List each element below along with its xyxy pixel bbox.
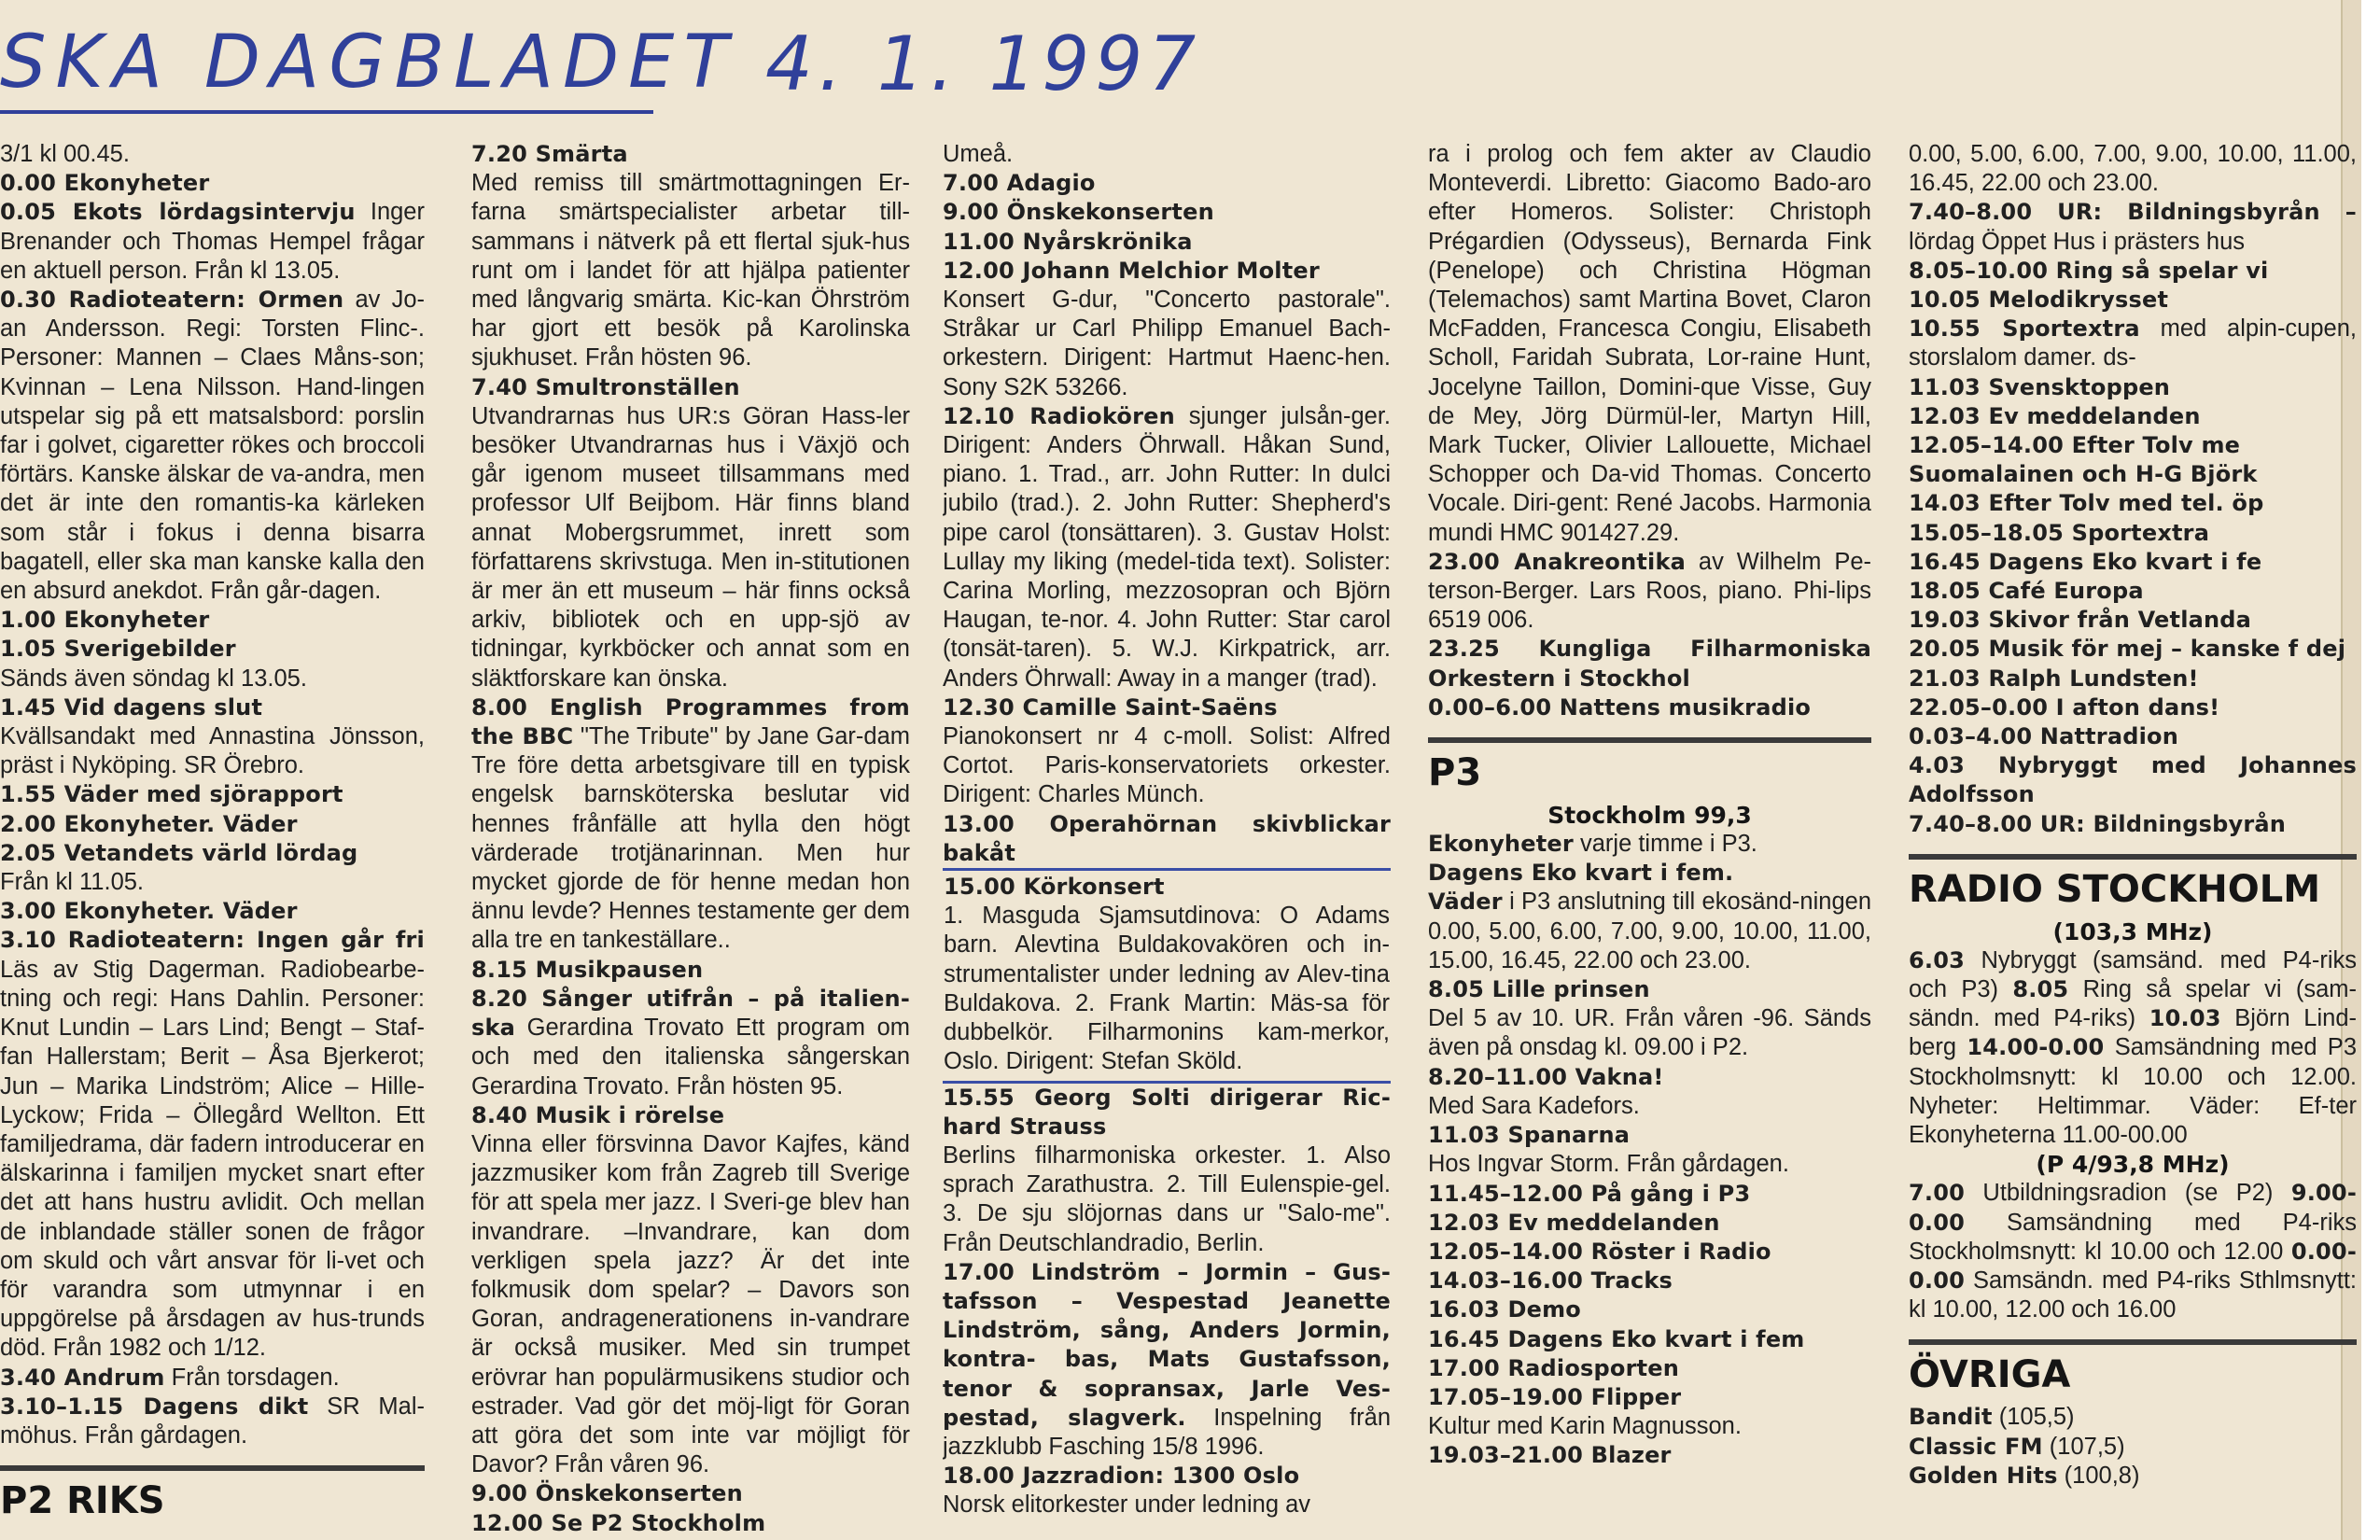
listing-description: med alpin-cupen, storslalom damer. ds-: [1909, 315, 2357, 371]
p3-entries: [1428, 830, 1871, 1470]
section-rule: [1909, 1339, 2357, 1345]
listing-entry: [1909, 635, 2357, 664]
listing-time-title: 16.45 Dagens Eko kvart i fem: [1428, 1325, 1805, 1352]
listing-time-title: 2.05 Vetandets värld lördag: [0, 839, 358, 866]
listing-entry: [1428, 1121, 1871, 1150]
radio-stockholm-entries: [1909, 946, 2357, 1150]
p4-entries: [1909, 1179, 2357, 1324]
listing-entry: [471, 402, 910, 693]
listing-time-title: Suomalainen och H-G Björk: [1909, 461, 2258, 488]
listing-entry: [1909, 693, 2357, 722]
listing-time-title: 8.40 Musik i rörelse: [471, 1101, 725, 1128]
listing-time-title: 3.10–1.15 Dagens dikt: [0, 1393, 309, 1420]
listing-entry: [1428, 1325, 1871, 1354]
listing-time-title: 15.55 Georg Solti dirigerar Ric-hard Strauss: [943, 1084, 1391, 1140]
listing-description: Samsändning med P4-riks Stockholmsnytt: kl 10.00 och 12.00: [1909, 1209, 2357, 1265]
listing-entry: [0, 780, 425, 809]
listing-entry: [943, 722, 1391, 810]
listing-description: "The Tribute" by Jane Gar-dam Tre före detta arbetsgivare till en typisk engelsk barnsköterska beslutar vid hennes frånfälle att hylla den högt värderade trotjänarinnan. Men hur mycket gjorde de för henne medan hon ännu levde? Hennes testamente ger dem alla tre en tankeställare..: [471, 723, 910, 954]
listing-entry: [943, 402, 1391, 693]
listing-entry: [471, 1509, 910, 1538]
listing-entry: [1428, 1180, 1871, 1209]
listing-entry: [943, 169, 1391, 198]
listing-description: Hos Ingvar Storm. Från gårdagen.: [1428, 1151, 1789, 1178]
column-3-entries: [943, 140, 1391, 868]
listing-time-title: 9.00 Önskekonserten: [471, 1480, 743, 1507]
listing-entry: [1428, 1238, 1871, 1267]
section-head-radio-stockholm: RADIO STOCKHOLM: [1909, 867, 2320, 911]
listing-entry: [1428, 1354, 1871, 1383]
listing-time-title: 0.30 Radioteatern: Ormen: [0, 287, 344, 314]
listing-time-title: 1.55 Väder med sjörapport: [0, 781, 343, 808]
listing-entry: [943, 1141, 1391, 1258]
listing-time-title: Dagens Eko kvart i fem.: [1428, 860, 1734, 887]
listing-description: Vinna eller försvinna Davor Kajfes, känd jazzmusiker kom från Zagreb till Sverige för att spela mer jazz. I Sveri-ge blev han invandrare. –Invandrare, kan dom verkligen spela jazz? Är det inte folkmusik dom spelar? – Davors son Goran, andragenerationens in-vandrare är också musiker. Med sin trumpet erövrar han populärmusikens studior och estrader. Vad gör det möj-ligt för Goran att göra det som inte var möjligt för Davor? Från våren 96.: [471, 1130, 910, 1478]
listing-time-title: 11.03 Spanarna: [1428, 1122, 1631, 1149]
section-rule: [1428, 737, 1871, 743]
listing-description: Läs av Stig Dagerman. Radiobearbe-tning och regi: Hans Dahlin. Personer: Knut Lundin – Lars Lind; Bengt – Staf-fan Hallerstam; Berit – Åsa Bjerkerot; Jun – Marika Lindström; Alice – Hille-Lyckow; Frida – Öllegård Wellton. Ett familjedrama, där fadern introducerar en älskarinna i familjen mycket snart efter det att hans hustru avlidit. Och mellan de inblandade ställer sonen de frågor om skuld och vårt ansvar för li-vet och för varandra som utmynnar i en uppgörelse på årsdagen av hus-trunds död. Från 1982 och 1/12.: [0, 956, 425, 1362]
handwritten-date: 4. 1. 1997: [765, 21, 1202, 107]
listing-entry: [0, 810, 425, 839]
listing-entry: [471, 373, 910, 402]
listing-entry: [1909, 606, 2357, 635]
listing-time-title: 7.20 Smärta: [471, 141, 628, 167]
listing-entry: [0, 722, 425, 780]
listing-description: i P3 anslutning till ekosänd-ningen 0.00, 5.00, 6.00, 7.00, 9.00, 10.00, 11.00, 15.00, 16.45, 22.00 och 23.00.: [1428, 889, 1871, 973]
highlighted-box: [943, 868, 1391, 1083]
listing-description: Samsändn. med P4-riks Sthlmsnytt: kl 10.00, 12.00 och 16.00: [1909, 1267, 2357, 1323]
listing-entry: [943, 286, 1391, 402]
listing-time-title: 0.00–6.00 Nattens musikradio: [1428, 693, 1812, 721]
listing-entry: [1909, 198, 2357, 256]
listing-time-title: Classic FM: [1909, 1433, 2043, 1460]
listing-entry: [0, 635, 425, 664]
listing-description: (100,8): [2057, 1462, 2140, 1489]
listing-description: SR Mal-möhus. Från gårdagen.: [0, 1393, 425, 1449]
listing-entry: [1428, 1412, 1871, 1441]
column-1-entries: [0, 140, 425, 1450]
listing-entry: [943, 693, 1391, 722]
listing-entry: [1428, 1209, 1871, 1238]
masthead-underline: [0, 110, 653, 114]
listing-time-title: 10.55 Sportextra: [1909, 315, 2140, 343]
listing-entry: [0, 198, 425, 286]
listing-time-title: 20.05 Musik för mej – kanske f dej: [1909, 636, 2346, 663]
listing-entry: [1428, 1383, 1871, 1412]
listing-entry: [1428, 1441, 1871, 1470]
listing-time-title: 18.05 Café Europa: [1909, 578, 2144, 605]
section-sub-p3: Stockholm 99,3: [1547, 802, 1752, 830]
listing-time-title: 22.05–0.00 I afton dans!: [1909, 693, 2220, 721]
listing-entry: [1909, 286, 2357, 315]
listing-time-title: 8.00 English Programmes from the BBC: [471, 693, 910, 750]
listing-time-title: 14.03–16.00 Tracks: [1428, 1267, 1673, 1295]
listing-description: Nybryggt (samsänd. med P4-riks och P3): [1909, 946, 2357, 1003]
listing-time-title: 23.25 Kungliga Filharmoniska Orkestern i Stockhol: [1428, 636, 1871, 692]
column-2: [471, 140, 910, 1540]
listing-time-title: 12.05–14.00 Röster i Radio: [1428, 1238, 1771, 1265]
listing-time-title: 8.20 Sånger utifrån – på italien-ska: [471, 985, 910, 1042]
listing-entry: [471, 1130, 910, 1479]
listing-time-title: 8.20–11.00 Vakna!: [1428, 1063, 1664, 1090]
listing-entry: [0, 140, 425, 169]
listing-time-title: 4.03 Nybryggt med Johannes Adolfsson: [1909, 752, 2357, 808]
listing-entry: [1909, 751, 2357, 809]
listing-entry: [1909, 489, 2357, 518]
listing-description: varje timme i P3.: [1573, 831, 1757, 858]
listing-description: Utbildningsradion (se P2): [1965, 1180, 2291, 1207]
listing-entry: [471, 1101, 910, 1130]
listing-entry: [943, 1491, 1391, 1519]
listing-time-title: 12.30 Camille Saint-Saëns: [943, 693, 1278, 721]
listing-time-title: 1.45 Vid dagens slut: [0, 693, 263, 721]
listing-entry: [471, 140, 910, 169]
listing-description: Konsert G-dur, "Concerto pastorale". Stråkar ur Carl Philipp Emanuel Bach-orkestern. Dirigent: Hartmut Haenc-hen. Sony S2K 53266.: [943, 287, 1391, 400]
listing-entry: [1428, 1092, 1871, 1121]
handwritten-masthead: SKA DAGBLADET: [0, 21, 737, 105]
listing-time-title: 9.00-0.00: [1909, 1180, 2357, 1236]
listing-time-title: 11.00 Nyårskrönika: [943, 228, 1193, 255]
listing-entry: [943, 1258, 1391, 1462]
listing-description: lördag Öppet Hus i prästers hus: [1909, 228, 2246, 255]
listing-entry: [943, 228, 1391, 257]
listing-entry: [1909, 140, 2357, 198]
listing-description: Utvandrarnas hus UR:s Göran Hass-ler besöker Utvandrarnas hus i Växjö och går igenom museet tillsammans med professor Ulf Beijbom. Här finns bland annat Mobergsrummet, inrett som författarens skrivstuga. Men in-stitutionen är mer än ett museum – här finns också arkiv, bibliotek och en upp-sjö av tidningar, kyrkböcker och annat som en släktforskare kan önska.: [471, 402, 910, 692]
listing-description: Pianokonsert nr 4 c-moll. Solist: Alfred Cortot. Paris-konservatoriets orkester. Dirigent: Charles Münch.: [943, 723, 1391, 808]
listing-description: (107,5): [2042, 1433, 2125, 1460]
listing-entry: [1909, 373, 2357, 402]
listing-description: Berlins filharmoniska orkester. 1. Also sprach Zarathustra. 2. Till Eulenspie-gel. 3. De sju slöjornas dans ur "Salo-me". Från Deutschlandradio, Berlin.: [943, 1141, 1391, 1256]
listing-time-title: 8.05 Lille prinsen: [1428, 976, 1650, 1003]
listing-time-title: 7.40 Smultronställen: [471, 373, 740, 400]
listing-time-title: 12.05–14.00 Efter Tolv me: [1909, 432, 2241, 459]
listing-entry: [1428, 1063, 1871, 1092]
listing-time-title: 10.03: [2149, 1005, 2221, 1032]
listing-entry: [0, 1364, 425, 1393]
listing-entry: [943, 1084, 1391, 1141]
listing-description: Umeå.: [943, 141, 1014, 167]
listing-time-title: Bandit: [1909, 1404, 1993, 1431]
listing-description: Med Sara Kadefors.: [1428, 1092, 1640, 1119]
listing-description: Inger Brenander och Thomas Hempel frågar en aktuell person. Från kl 13.05.: [0, 199, 425, 284]
listing-time-title: 0.00-0.00: [1909, 1238, 2357, 1294]
listing-time-title: 7.00 Adagio: [943, 170, 1096, 197]
listing-description: Med remiss till smärtmottagningen Er-farna smärtspecialister arbetar till-sammans i nätverk på ett flertal sjuk-hus runt om i landet för att hjälpa patienter med långvarig smärta. Kic-kan Öhrström har gjort ett besök på Karolinska sjukhuset. Från hösten 96.: [471, 170, 910, 371]
listing-entry: [1428, 693, 1871, 722]
listing-description: Från kl 11.05.: [0, 869, 145, 896]
listing-time-title: 14.03 Efter Tolv med tel. öp: [1909, 490, 2264, 517]
listing-time-title: 12.03 Ev meddelanden: [1909, 402, 2201, 429]
listing-time-title: 8.15 Musikpausen: [471, 956, 704, 983]
listing-description: Gerardina Trovato Ett program om och med den italienska sångerskan Gerardina Trovato. Från hösten 95.: [471, 1015, 910, 1099]
listing-description: Inspelning från jazzklubb Fasching 15/8 1996.: [943, 1404, 1391, 1460]
listing-time-title: Väder: [1428, 889, 1503, 916]
listing-time-title: 15.05–18.05 Sportextra: [1909, 519, 2210, 546]
column-4: [1428, 140, 1871, 1540]
listing-time-title: 12.00 Johann Melchior Molter: [943, 257, 1320, 284]
listing-entry: [943, 1462, 1391, 1491]
listing-time-title: 12.00 Se P2 Stockholm: [471, 1509, 766, 1536]
listing-entry: [1909, 402, 2357, 431]
listing-entry: [943, 257, 1391, 286]
listing-time-title: 3.40 Andrum: [0, 1364, 165, 1391]
listing-description: 3/1 kl 00.45.: [0, 141, 130, 167]
listing-time-title: 12.10 Radiokören: [943, 402, 1175, 429]
listing-time-title: 1.05 Sverigebilder: [0, 636, 236, 663]
listing-entry: [0, 286, 425, 606]
listing-entry: [1428, 859, 1871, 888]
listing-time-title: 14.00-0.00: [1967, 1034, 2105, 1061]
listing-description: Kultur med Karin Magnusson.: [1428, 1413, 1742, 1440]
listing-time-title: 9.00 Önskekonserten: [943, 199, 1214, 226]
listing-entry: [0, 839, 425, 868]
listing-description: sjunger julsån-ger. Dirigent: Anders Öhrwall. Håkan Sund, piano. 1. Trad., arr. John Rutter: In dulci jubilo (trad.). 2. John Rutter: Shepherd's pipe carol (tonsättaren). 3. Gustav Holst: Lullay my liking (medel-tida text). Solister: Carina Morling, mezzosopran och Björn Haugan, te-nor. 4. John Rutter: Star carol (tonsät-taren). 5. W.J. Kirkpatrick, arr. Anders Öhrwall: Away in a manger (trad).: [943, 402, 1391, 692]
listing-description: (105,5): [1992, 1404, 2075, 1431]
listing-entry: [944, 873, 1390, 902]
listing-entry: [0, 897, 425, 926]
listing-time-title: 17.05–19.00 Flipper: [1428, 1383, 1682, 1410]
listing-entry: [1428, 1295, 1871, 1324]
listing-description: Från torsdagen.: [164, 1364, 340, 1391]
column-2-entries: [471, 140, 910, 1538]
listing-entry: [0, 169, 425, 198]
listing-time-title: 7.40–8.00 UR: Bildningsbyrån: [1909, 810, 2287, 837]
listing-description: Ring så spelar vi (sam-sändn. med P4-riks): [1909, 976, 2357, 1032]
column-3-entries-after: [943, 1084, 1391, 1520]
listing-description: Del 5 av 10. UR. Från våren -96. Sänds även på onsdag kl. 09.00 i P2.: [1428, 1005, 1871, 1061]
listing-time-title: 8.05–10.00 Ring så spelar vi: [1909, 257, 2269, 284]
listing-time-title: 15.00 Körkonsert: [944, 874, 1165, 901]
listing-entry: [471, 956, 910, 985]
listing-entry: [0, 926, 425, 1363]
listing-entry: [471, 169, 910, 372]
listing-time-title: Golden Hits: [1909, 1462, 2058, 1489]
listing-time-title: 11.03 Svensktoppen: [1909, 373, 2171, 400]
listing-time-title: 7.00: [1909, 1180, 1966, 1207]
listing-description: Kvällsandakt med Annastina Jönsson, präst i Nyköping. SR Örebro.: [0, 723, 425, 779]
listing-time-title: 18.00 Jazzradion: 1300 Oslo: [943, 1463, 1300, 1490]
listing-time-title: 13.00 Operahörnan skivblickar bakåt: [943, 810, 1391, 866]
listing-time-title: 19.03–21.00 Blazer: [1428, 1442, 1672, 1469]
listing-entry: [1428, 975, 1871, 1004]
listing-entry: [0, 868, 425, 897]
column-3: [943, 140, 1391, 1540]
listing-entry: [943, 140, 1391, 169]
listing-entry: [1909, 315, 2357, 372]
section-rule: [1909, 854, 2357, 860]
listing-entry: [1428, 888, 1871, 975]
ovriga-entries: [1909, 1403, 2357, 1491]
column-5: [1909, 140, 2357, 1540]
section-head-ovriga: ÖVRIGA: [1909, 1353, 2071, 1397]
listing-entry: [0, 665, 425, 693]
listing-entry: [1428, 548, 1871, 636]
listing-entry: [944, 902, 1390, 1076]
listing-time-title: 12.03 Ev meddelanden: [1428, 1209, 1720, 1236]
listing-entry: [1428, 830, 1871, 859]
listing-entry: [1909, 1433, 2357, 1462]
listing-entry: [943, 810, 1391, 868]
listing-time-title: 16.45 Dagens Eko kvart i fe: [1909, 548, 2262, 575]
listing-entry: [943, 198, 1391, 227]
listing-time-title: 0.05 Ekots lördagsintervju: [0, 199, 356, 226]
listing-entry: [1909, 1462, 2357, 1491]
listing-description: ra i prolog och fem akter av Claudio Monteverdi. Libretto: Giacomo Bado-aro efter Homeros. Solister: Christoph Prégardien (Odysseus), Bernarda Fink (Penelope) och Christina Högman (Telemachos) samt Martina Bovet, Claron McFadden, Francesca Congiu, Elisabeth Scholl, Faridah Subrata, Lor-raine Hunt, Jocelyne Taillon, Domini-que Visse, Guy de Mey, Jörg Dürmül-ler, Martyn Hill, Mark Tucker, Olivier Lallouette, Michael Schopper och Da-vid Thomas. Concerto Vocale. Diri-gent: René Jacobs. Harmonia mundi HMC 901427.29.: [1428, 141, 1871, 546]
listing-entry: [1909, 257, 2357, 286]
listing-time-title: 11.45–12.00 På gång i P3: [1428, 1180, 1751, 1207]
listing-time-title: Ekonyheter: [1428, 831, 1574, 858]
listing-entry: [471, 693, 910, 956]
listing-time-title: 21.03 Ralph Lundsten!: [1909, 665, 2199, 692]
listing-time-title: 3.00 Ekonyheter. Väder: [0, 898, 298, 925]
column-4-entries: [1428, 140, 1871, 722]
section-head-p3: P3: [1428, 751, 1482, 795]
listing-time-title: 17.00 Radiosporten: [1428, 1354, 1680, 1381]
section-rule: [0, 1465, 425, 1471]
listing-time-title: 0.00 Ekonyheter: [0, 170, 210, 197]
listing-description: Björn Lind-berg: [1909, 1005, 2357, 1061]
listing-time-title: 6.03: [1909, 946, 1966, 973]
listing-description: Sänds även söndag kl 13.05.: [0, 665, 307, 692]
listing-entry: [471, 1479, 910, 1508]
listing-entry: [471, 985, 910, 1101]
listing-description: av Wilhelm Pe-terson-Berger. Lars Roos, piano. Phi-lips 6519 006.: [1428, 548, 1871, 634]
listing-entry: [1428, 1150, 1871, 1179]
listing-entry: [0, 693, 425, 722]
listing-description: 0.00, 5.00, 6.00, 7.00, 9.00, 10.00, 11.00, 16.45, 22.00 och 23.00.: [1909, 141, 2357, 197]
listing-time-title: 10.05 Melodikrysset: [1909, 287, 2169, 314]
listing-entry: [1909, 665, 2357, 693]
section-sub-radio-stockholm: (103,3 MHz): [2052, 917, 2213, 945]
listing-entry: [1428, 635, 1871, 693]
listing-entry: [1428, 1004, 1871, 1062]
listing-entry: [1909, 460, 2357, 489]
listing-entry: [1909, 519, 2357, 548]
listing-description: av Jo-an Andersson. Regi: Torsten Flinc-. Personer: Mannen – Claes Måns-son; Kvinnan – Lena Nilsson. Hand-lingen utspelar sig på ett matsalsbord: porslin far i golvet, cigaretter rökes och broccoli förtärs. Kanske älskar de va-andra, men det är inte den romantis-ka kärleken som står i fokus i denna bisarra bagatell, eller ska man kanske kalla den en absurd anekdot. Från går-dagen.: [0, 287, 425, 605]
listing-description: 1. Masguda Sjamsutdinova: O Adams barn. Alevtina Buldakovakören och in-strumentalister under ledning av Alev-tina Buldakova. 2. Frank Martin: Mäs-sa för dubbelkör. Filharmonins kam-merkor, Oslo. Dirigent: Stefan Sköld.: [944, 903, 1390, 1075]
listing-entry: [1909, 548, 2357, 577]
listing-time-title: 7.40–8.00 UR: Bildningsbyrån –: [1909, 199, 2357, 226]
listing-time-title: 8.05: [2012, 976, 2069, 1003]
footer-section-head: P2 RIKS: [0, 1479, 165, 1523]
listing-entry: [1909, 577, 2357, 606]
listing-entry: [0, 1393, 425, 1450]
listing-entry: [1428, 140, 1871, 548]
listing-time-title: 17.00 Lindström – Jormin – Gus-tafsson – Vespestad Jeanette Lindström, sång, Anders Jormin, kontra- bas, Mats Gustafsson, tenor & sopransax, Jarle Ves-pestad, slagverk.: [943, 1258, 1391, 1431]
listing-entry: [1428, 1267, 1871, 1295]
listing-description: Samsändning med P3 Stockholmsnytt: kl 10.00 och 12.00. Nyheter: Heltimmar. Väder: Ef-ter Ekonyheterna 11.00-00.00: [1909, 1034, 2357, 1149]
listing-time-title: 1.00 Ekonyheter: [0, 607, 210, 634]
listing-time-title: 23.00 Anakreontika: [1428, 548, 1687, 575]
listing-entry: [1909, 431, 2357, 460]
listing-entry: [1909, 810, 2357, 839]
column-1: [0, 140, 425, 1540]
section-sub-p4: (P 4/93,8 MHz): [2036, 1151, 2230, 1179]
listing-entry: [1909, 722, 2357, 751]
listing-time-title: 3.10 Radioteatern: Ingen går fri: [0, 927, 425, 954]
listing-time-title: 16.03 Demo: [1428, 1296, 1581, 1323]
listing-description: Norsk elitorkester under ledning av: [943, 1491, 1311, 1519]
listing-entry: [1909, 1403, 2357, 1432]
listing-time-title: 2.00 Ekonyheter. Väder: [0, 810, 298, 837]
column-5-entries: [1909, 140, 2357, 839]
listing-time-title: 19.03 Skivor från Vetlanda: [1909, 607, 2252, 634]
listing-entry: [0, 606, 425, 635]
listing-time-title: 0.03–4.00 Nattradion: [1909, 723, 2179, 750]
